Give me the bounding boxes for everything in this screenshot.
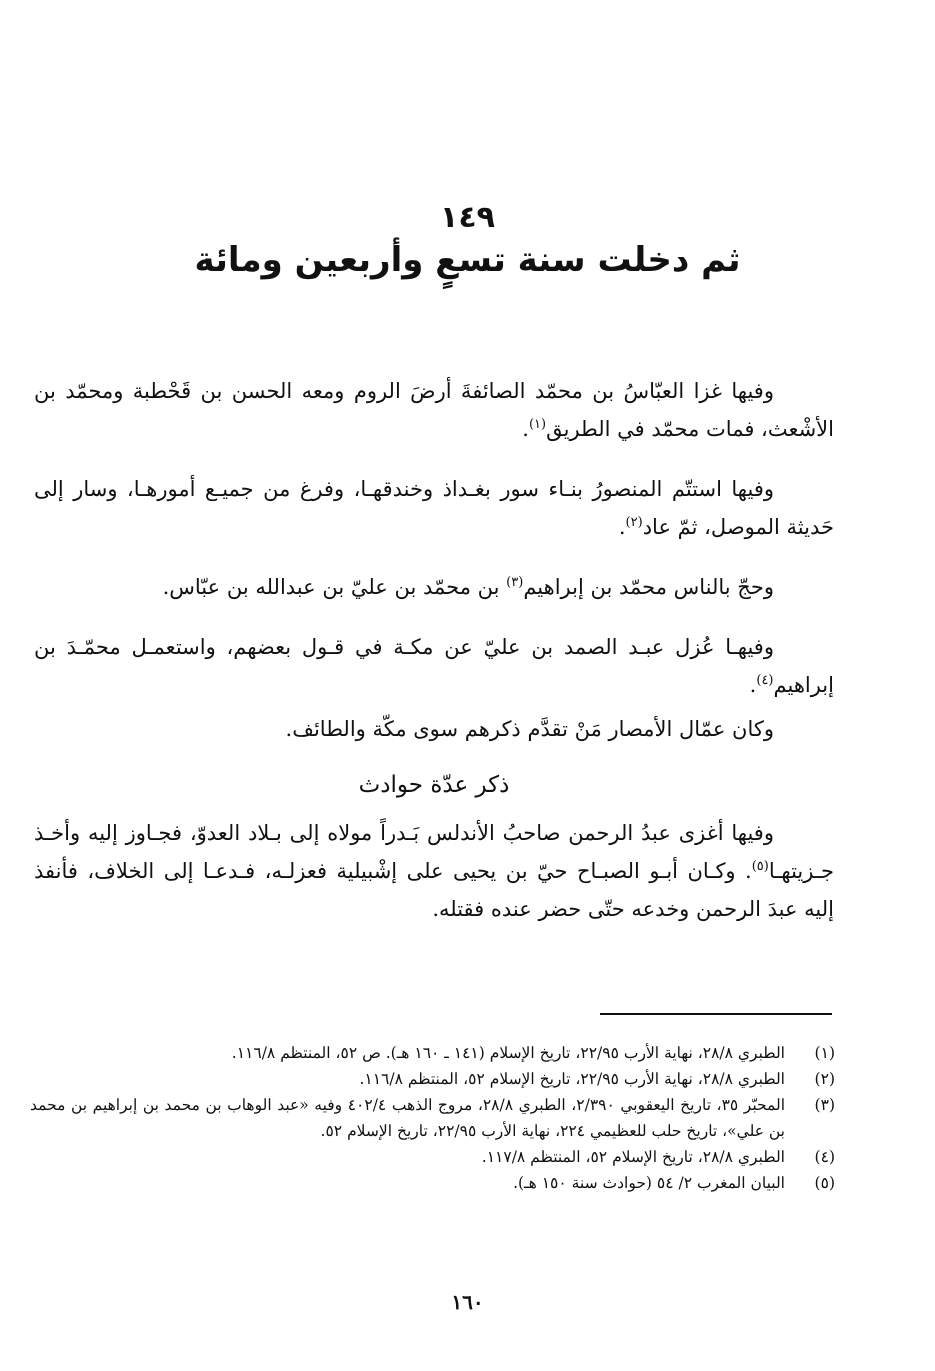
paragraph-text: وفيها أغزى عبدُ الرحمن صاحبُ الأندلس بَـدراً مولاه إلى بـلاد العدوّ، فجـاوز إليه وأخـذ جـزيتهـا	[34, 821, 834, 883]
footnote-ref: (٥)	[751, 859, 769, 874]
footnote-number: (٣)	[814, 1096, 835, 1114]
footnote-divider	[600, 1013, 832, 1015]
footnotes	[30, 1040, 835, 1196]
paragraph-text: وحجّ بالناس محمّد بن إبراهيم	[523, 575, 774, 599]
footnote-number: (٢)	[814, 1070, 835, 1088]
paragraph-tail: .	[749, 673, 757, 697]
footnote	[30, 1040, 835, 1066]
footnote-text: الطبري ٢٨/٨، تاريخ الإسلام ٥٢، المنتظم ١١٧/٨.	[481, 1148, 785, 1166]
footnote-ref: (٤)	[756, 673, 774, 688]
footnote-text: الطبري ٢٨/٨، نهاية الأرب ٢٢/٩٥، تاريخ الإسلام ٥٢، المنتظم ١١٦/٨.	[359, 1070, 785, 1088]
footnote	[30, 1066, 835, 1092]
footnote	[30, 1170, 835, 1196]
main-text	[34, 372, 834, 928]
paragraph	[34, 710, 834, 748]
footnote-number: (٤)	[814, 1148, 835, 1166]
paragraph-text: وكان عمّال الأمصار مَنْ تقدَّم ذكرهم سوى مكّة والطائف.	[285, 717, 774, 741]
footnote-number: (٥)	[814, 1174, 835, 1192]
chapter-number: ١٤٩	[440, 200, 495, 235]
paragraph-text: وفيها غزا العبّاسُ بن محمّد الصائفةَ أرضَ الروم ومعه الحسن بن قَحْطبة ومحمّد بن الأشْعث، فمات محمّد في الطريق	[34, 379, 834, 441]
paragraph	[34, 470, 834, 546]
footnote-text: الطبري ٢٨/٨، نهاية الأرب ٢٢/٩٥، تاريخ الإسلام (١٤١ ـ ١٦٠ هـ). ص ٥٢، المنتظم ١١٦/٨.	[231, 1044, 785, 1062]
footnote-text: المحبّر ٣٥، تاريخ اليعقوبي ٢/٣٩٠، الطبري ٢٨/٨، مروج الذهب ٤٠٢/٤ وفيه «عبد الوهاب بن محمد بن إبراهيم بن محمد بن علي»، تاريخ حلب للعظيمي ٢٢٤، نهاية الأرب ٢٢/٩٥، تاريخ الإسلام ٥٢.	[30, 1096, 786, 1140]
footnote-ref: (٣)	[506, 575, 524, 590]
footnote	[30, 1144, 835, 1170]
footnote-number: (١)	[814, 1044, 835, 1062]
paragraph	[34, 628, 834, 704]
paragraph	[34, 814, 834, 928]
chapter-title: ثم دخلت سنة تسعٍ وأربعين ومائة	[194, 240, 741, 280]
paragraph-text: وفيها استتّم المنصورُ بنـاء سور بغـداذ وخندقهـا، وفرغ من جميـع أمورهـا، وسار إلى حَديثة الموصل، ثمّ عاد	[34, 477, 834, 539]
paragraph-tail: .	[618, 515, 626, 539]
footnote-ref: (١)	[528, 417, 547, 432]
footnote-text: البيان المغرب ٢/ ٥٤ (حوادث سنة ١٥٠ هـ).	[513, 1174, 785, 1192]
page-number: ١٦٠	[451, 1290, 484, 1314]
paragraph-text: وفيهـا عُزل عبـد الصمد بن عليّ عن مكـة في قـول بعضهم، واستعمـل محمّـدَ بن إبراهيم	[34, 635, 834, 697]
footnote	[30, 1092, 835, 1144]
footnote-ref: (٢)	[625, 515, 643, 530]
paragraph	[34, 568, 834, 606]
paragraph	[34, 372, 834, 448]
paragraph-tail: .	[522, 417, 529, 441]
paragraph-tail: . وكـان أبـو الصبـاح حيّ بن يحيى على إشْبيلية فعزلـه، فـدعـا إلى الخلاف، فأنفذ إليه عبدَ الرحمن وخدعه حتّى حضر عنده فقتله.	[34, 859, 834, 921]
section-heading: ذكر عدّة حوادث	[358, 772, 510, 798]
paragraph-tail: بن محمّد بن عليّ بن عبدالله بن عبّاس.	[162, 575, 507, 599]
